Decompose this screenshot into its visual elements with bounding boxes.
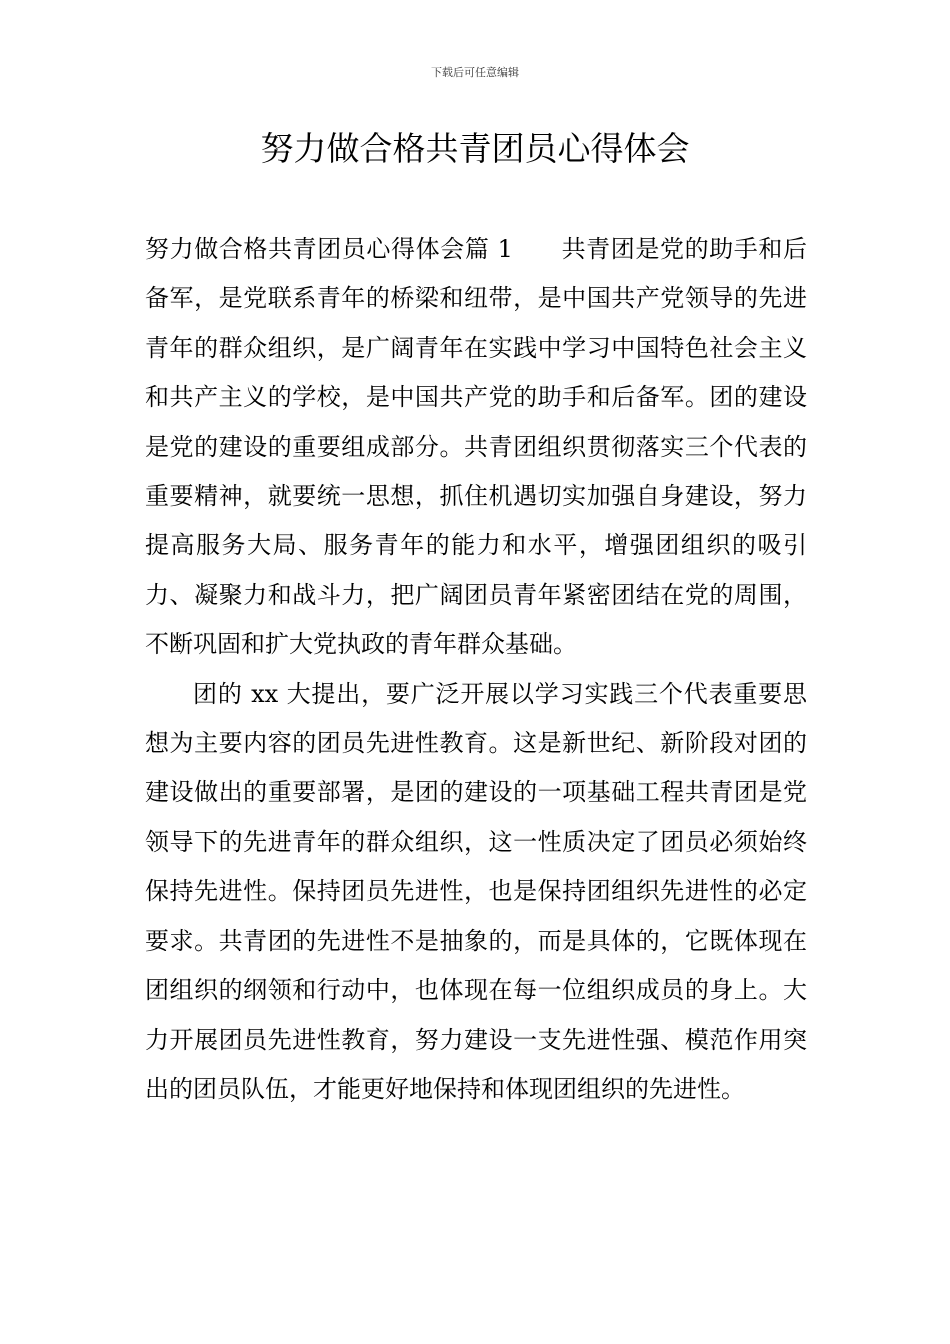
paragraph-1	[145, 225, 807, 670]
document-title: 努力做合格共青团员心得体会	[260, 129, 690, 168]
paragraph-1-lead: 努力做合格共青团员心得体会篇 1	[145, 235, 513, 263]
paragraph-1-text: 共青团是党的助手和后备军，是党联系青年的桥梁和纽带，是中国共产党领导的先进青年的群众组织，是广阔青年在实践中学习中国特色社会主义和共产主义的学校，是中国共产党的助手和后备军。团的建设是党的建设的重要组成部分。共青团组织贯彻落实三个代表的重要精神，就要统一思想，抓住机遇切实加强自身建设，努力提高服务大局、服务青年的能力和水平，增强团组织的吸引力、凝聚力和战斗力，把广阔团员青年紧密团结在党的周围，不断巩固和扩大党执政的青年群众基础。	[145, 235, 808, 659]
paragraph-2: 团的 xx 大提出，要广泛开展以学习实践三个代表重要思想为主要内容的团员先进性教育。这是新世纪、新阶段对团的建设做出的重要部署，是团的建设的一项基础工程共青团是党领导下的先进青年的群众组织，这一性质决定了团员必须始终保持先进性。保持团员先进性，也是保持团组织先进性的必定要求。共青团的先进性不是抽象的，而是具体的，它既体现在团组织的纲领和行动中，也体现在每一位组织成员的身上。大力开展团员先进性教育，努力建设一支先进性强、模范作用突出的团员队伍，才能更好地保持和体现团组织的先进性。	[145, 679, 807, 1103]
page-header-note: 下载后可任意编辑	[431, 66, 519, 79]
document-body	[145, 225, 807, 1114]
